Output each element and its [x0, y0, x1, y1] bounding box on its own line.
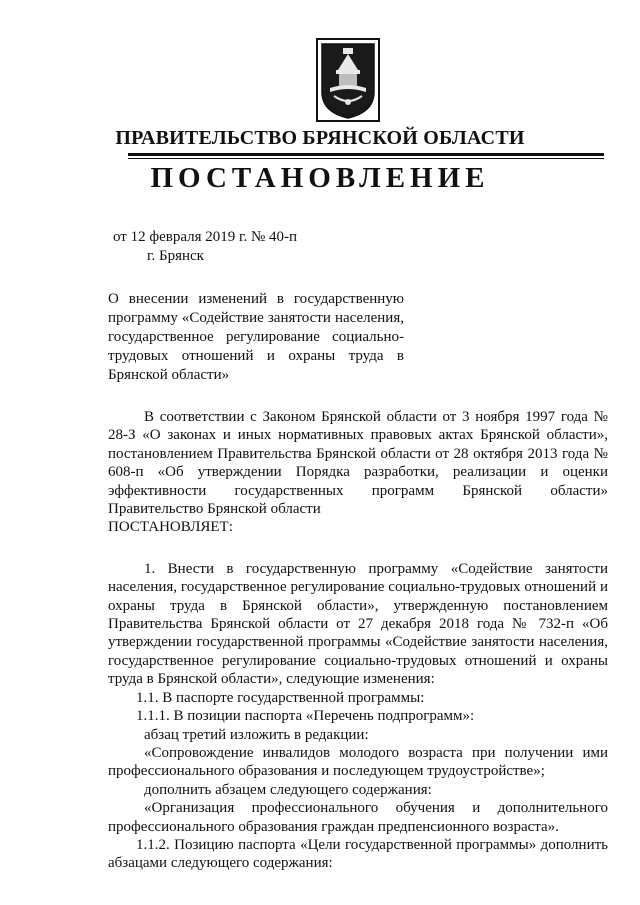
- paragraph-1-1: 1.1. В паспорте государственной программы:: [136, 689, 425, 706]
- document-date-number: от 12 февраля 2019 г. № 40-п: [113, 229, 298, 245]
- header-rule-thick: [128, 153, 604, 156]
- organization-title: ПРАВИТЕЛЬСТВО БРЯНСКОЙ ОБЛАСТИ: [115, 127, 525, 149]
- header-rule-thin: [128, 158, 604, 159]
- document-city: г. Брянск: [147, 248, 204, 264]
- coat-of-arms-icon: [316, 38, 380, 122]
- preamble-paragraph: В соответствии с Законом Брянской области от 3 ноября 1997 года № 28-З «О законах и иных нормативных правовых актах Брянской области», постановлением Правительства Брянской области от 28 октября 2013 года № 608-п «Об утверждении Порядка разработки, реализации и оценки эффективности государственных программ Брянской области» Правительство Брянской области: [108, 409, 608, 518]
- resolves-heading: ПОСТАНОВЛЯЕТ:: [108, 519, 233, 536]
- document-type-title: ПОСТАНОВЛЕНИЕ: [150, 162, 490, 194]
- paragraph-add: дополнить абзацем следующего содержания:: [144, 781, 432, 798]
- paragraph-1-1-2: 1.1.2. Позицию паспорта «Цели государственной программы» дополнить абзацами следующего содержания:: [108, 836, 608, 872]
- paragraph-gap: [108, 537, 608, 560]
- paragraph-1: 1. Внести в государственную программу «Содействие занятости населения, государственное регулирование социально-трудовых отношений и охраны труда в Брянской области», утвержденную постановлением Правительства Брянской области от 27 декабря 2018 года № 732-п «Об утверждении государственной программы «Содействие занятости населения, государственное регулирование социально-трудовых отношений и охраны труда в Брянской области», следующие изменения:: [108, 560, 608, 688]
- paragraph-quote-1: «Сопровождение инвалидов молодого возраста при получении ими профессионального образования и последующем трудоустройстве»;: [108, 744, 608, 780]
- paragraph-abzac-3: абзац третий изложить в редакции:: [144, 726, 369, 743]
- document-subject: О внесении изменений в государственную программу «Содействие занятости населения, государственное регулирование социально-трудовых отношений и охраны труда в Брянской области»: [108, 291, 404, 383]
- paragraph-1-1-1: 1.1.1. В позиции паспорта «Перечень подпрограмм»:: [136, 708, 475, 725]
- paragraph-quote-2: «Организация профессионального обучения и дополнительного профессионального образования граждан предпенсионного возраста».: [108, 800, 608, 835]
- document-body: [108, 408, 608, 873]
